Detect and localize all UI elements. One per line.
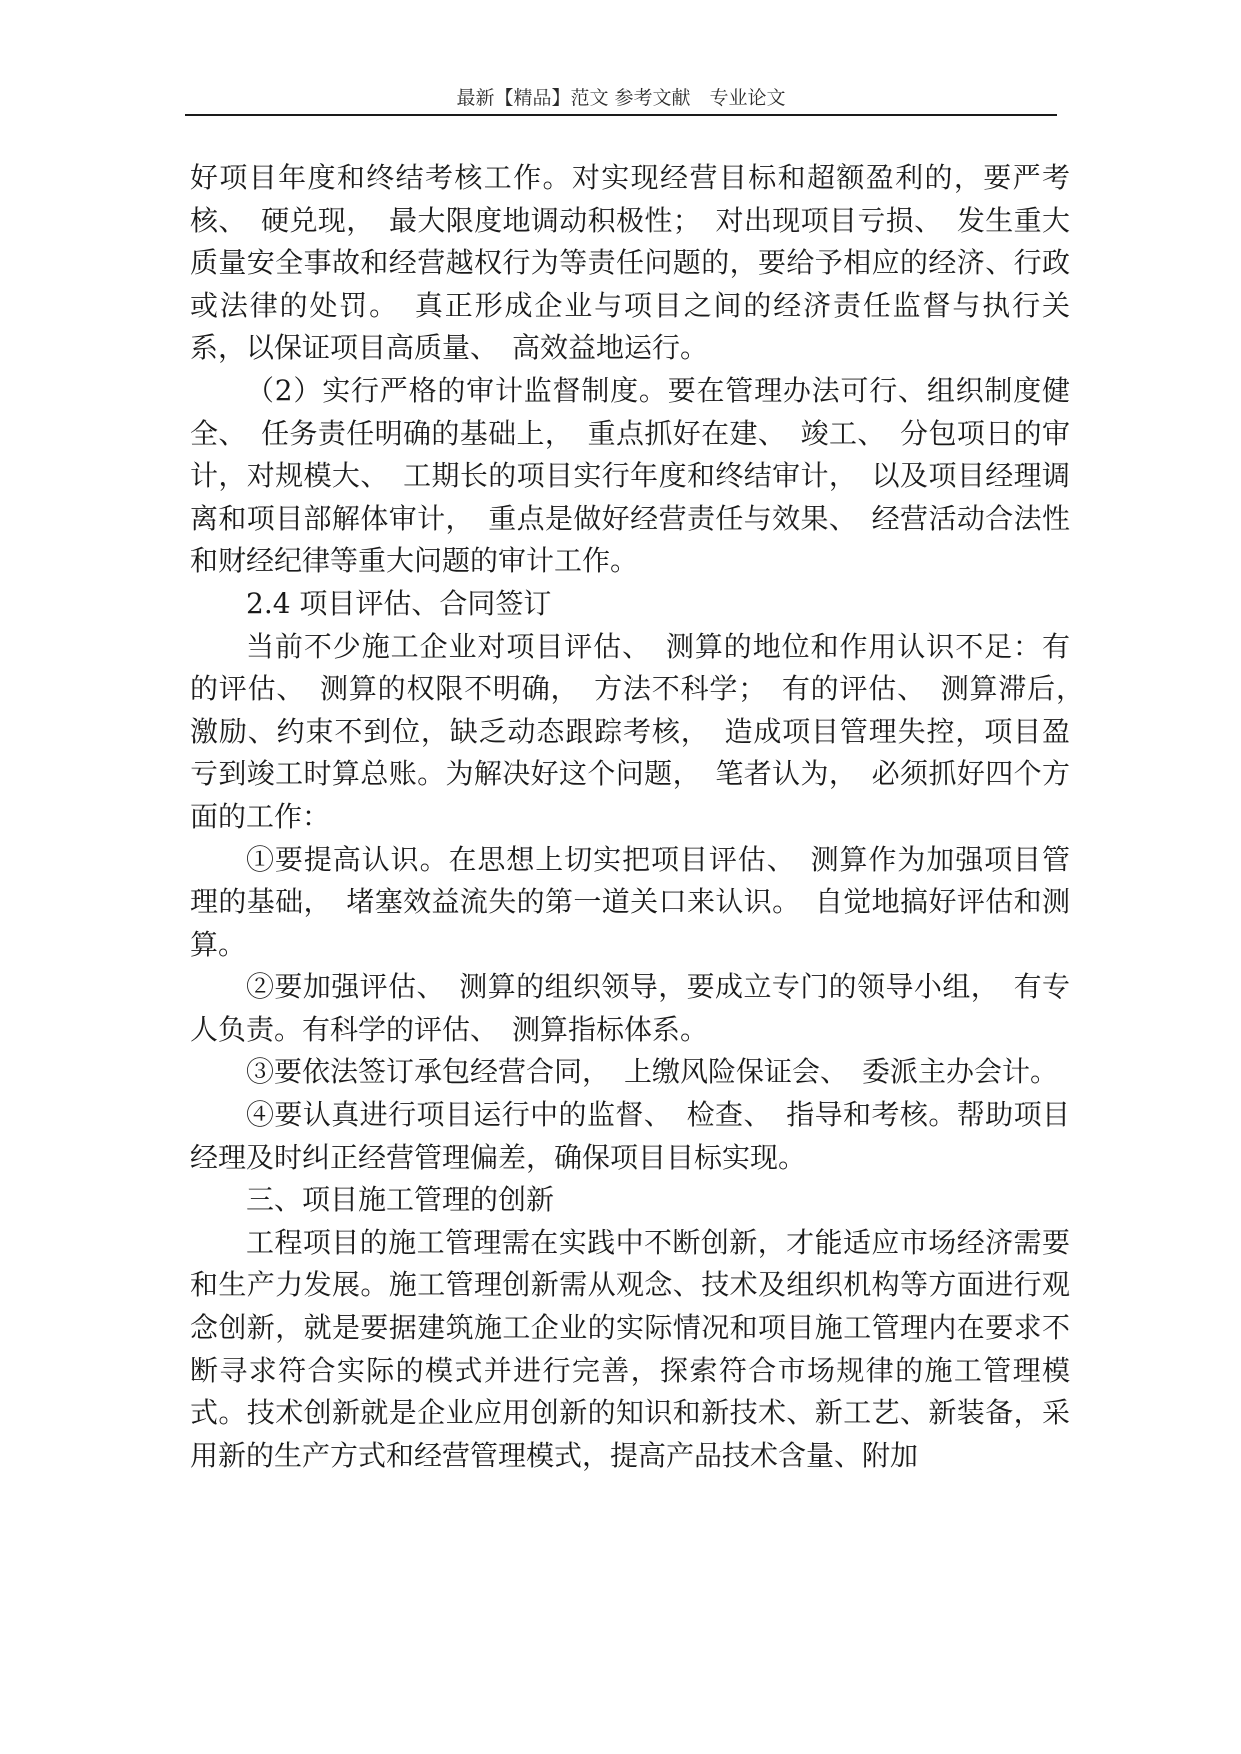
paragraph: 当前不少施工企业对项目评估、 测算的地位和作用认识不足：有的评估、 测算的权限不明确， 方法不科学； 有的评估、 测算滞后， 激励、约束不到位，缺乏动态跟踪考核， 造成项目管理失控，项目盈亏到竣工时算总账。为解决好这个问题， 笔者认为， 必须抓好四个方面的工作： — [190, 629, 1099, 833]
paragraph: 好项目年度和终结考核工作。对实现经营目标和超额盈利的，要严考核、 硬兑现， 最大限度地调动积极性； 对出现项目亏损、 发生重大质量安全事故和经营越权行为等责任问题的，要给予相应的经济、行政或法律的处罚。 真正形成企业与项目之间的经济责任监督与执行关系，以保证项目高质量、 高效益地运行。 — [190, 161, 1070, 365]
list-item: ③要依法签订承包经营合同， 上缴风险保证会、 委派主办会计。 — [246, 1055, 1059, 1089]
document-body — [190, 157, 1099, 1477]
page-header: 最新【精品】范文 参考文献 专业论文 — [456, 87, 786, 109]
section-heading: 2.4 项目评估、合同签订 — [246, 586, 552, 620]
list-item: ②要加强评估、 测算的组织领导，要成立专门的领导小组， 有专人负责。有科学的评估、 测算指标体系。 — [190, 970, 1070, 1046]
list-item: ①要提高认识。在思想上切实把项目评估、 测算作为加强项目管理的基础， 堵塞效益流失的第一道关口来认识。 自觉地搞好评估和测算。 — [190, 842, 1070, 961]
header-rule — [185, 114, 1057, 116]
paragraph: 工程项目的施工管理需在实践中不断创新，才能适应市场经济需要和生产力发展。施工管理创新需从观念、技术及组织机构等方面进行观念创新，就是要据建筑施工企业的实际情况和项目施工管理内在要求不断寻求符合实际的模式并进行完善，探索符合市场规律的施工管理模式。技术创新就是企业应用创新的知识和新技术、新工艺、新装备，采用新的生产方式和经营管理模式，提高产品技术含量、附加 — [190, 1225, 1070, 1472]
list-item: ④要认真进行项目运行中的监督、 检查、 指导和考核。帮助项目经理及时纠正经营管理偏差，确保项目目标实现。 — [190, 1098, 1070, 1174]
paragraph: （2）实行严格的审计监督制度。要在管理办法可行、组织制度健全、 任务责任明确的基础上， 重点抓好在建、 竣工、 分包项日的审计，对规模大、 工期长的项目实行年度和终结审计， 以及项目经理调离和项目部解体审计， 重点是做好经营责任与效果、 经营活动合法性和财经纪律等重大问题的审计工作。 — [190, 373, 1070, 578]
section-heading: 三、项目施工管理的创新 — [246, 1183, 555, 1217]
